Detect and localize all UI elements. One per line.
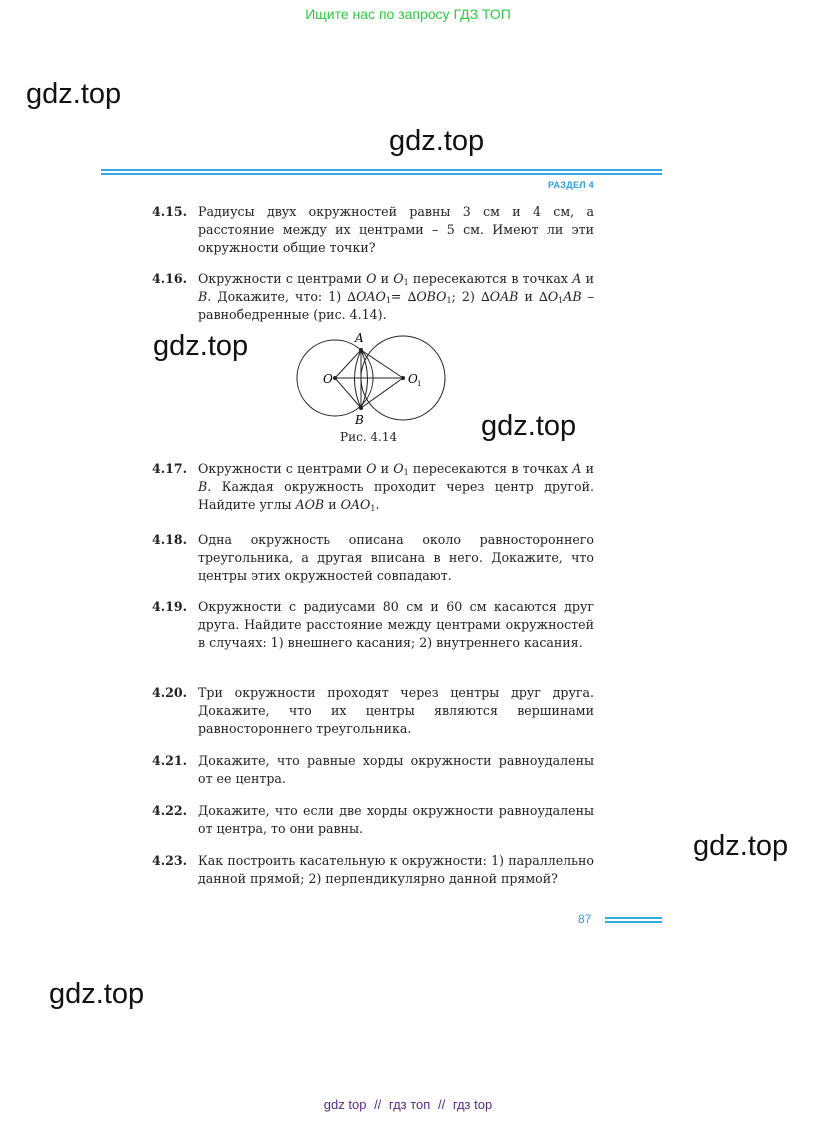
label-b: B [355,413,364,427]
footer-rule [605,917,662,919]
problem-number: 4.22. [152,803,188,818]
problem-4-16 [152,270,594,325]
footer-rule [605,921,662,923]
footer-separator: // [437,1097,446,1112]
problem-4-22 [152,802,594,838]
problem-4-21 [152,752,594,788]
page-number: 87 [578,912,592,926]
footer-link[interactable]: гдз топ [388,1097,431,1112]
problem-4-15 [152,203,594,258]
problem-4-19 [152,598,594,653]
watermark: gdz.top [26,78,122,110]
problem-number: 4.20. [152,685,188,700]
problem-text: Окружности с радиусами 80 см и 60 см касаются друг друга. Найдите расстояние между центрами окружностей в случаях: 1) внешнего касания; 2) внутреннего касания. [198,599,594,651]
label-o1: O [408,372,418,386]
watermark: gdz.top [49,978,145,1010]
header-rule [101,173,662,175]
problem-text: Одна окружность описана около равностороннего треугольника, а другая вписана в него. Докажите, что центры этих окружностей совпадают. [198,532,594,584]
figure-4-14 [296,328,446,428]
header-rule [101,169,662,171]
label-o: O [323,372,333,386]
problem-4-17 [152,460,594,515]
footer-links [0,1097,816,1112]
problem-text: Радиусы двух окружностей равны 3 см и 4 см, а расстояние между их центрами – 5 см. Имеют ли эти окружности общие точки? [198,204,594,256]
problem-number: 4.15. [152,204,188,219]
problem-text: Докажите, что если две хорды окружности равноудалены от центра, то они равны. [198,803,594,837]
problem-number: 4.18. [152,532,188,547]
figure-caption: Рис. 4.14 [340,430,398,444]
problem-4-20 [152,684,594,739]
label-o1-subscript: 1 [417,380,422,388]
watermark: gdz.top [389,125,485,157]
problem-4-18 [152,531,594,586]
footer-link[interactable]: gdz top [323,1097,367,1112]
problem-number: 4.16. [152,271,188,286]
label-a: A [355,331,364,345]
problem-text: Окружности с центрами O и $O_1$ пересекаются в точках A и B. Докажите, что: 1) $\Delta OAO_1= \Delta OBO_1$; 2) ∆OAB и $\Delta O_1AB$ – равнобедренные (рис. 4.14). [198,271,595,323]
problem-text: Три окружности проходят через центры друг друга. Докажите, что их центры являются вершинами равностороннего треугольника. [198,685,594,737]
footer-link[interactable]: гдз top [452,1097,493,1112]
problem-text: Как построить касательную к окружности: 1) параллельно данной прямой; 2) перпендикулярно данной прямой? [198,853,594,887]
problem-number: 4.17. [152,461,188,476]
problem-number: 4.23. [152,853,188,868]
watermark: gdz.top [153,330,249,362]
footer-separator: // [374,1097,382,1112]
section-label: РАЗДЕЛ 4 [548,180,594,190]
problem-text: Докажите, что равные хорды окружности равноудалены от ее центра. [198,753,594,787]
problem-text: Окружности с центрами O и $O_1$ пересекаются в точках A и B. Каждая окружность проходит через центр другой. Найдите углы AOB и $OAO_1$. [198,461,595,514]
watermark: gdz.top [693,830,789,862]
problem-4-23 [152,852,594,888]
watermark: gdz.top [481,410,577,442]
problem-number: 4.21. [152,753,188,768]
problem-number: 4.19. [152,599,188,614]
top-banner: Ищите нас по запросу ГДЗ ТОП [305,6,511,22]
